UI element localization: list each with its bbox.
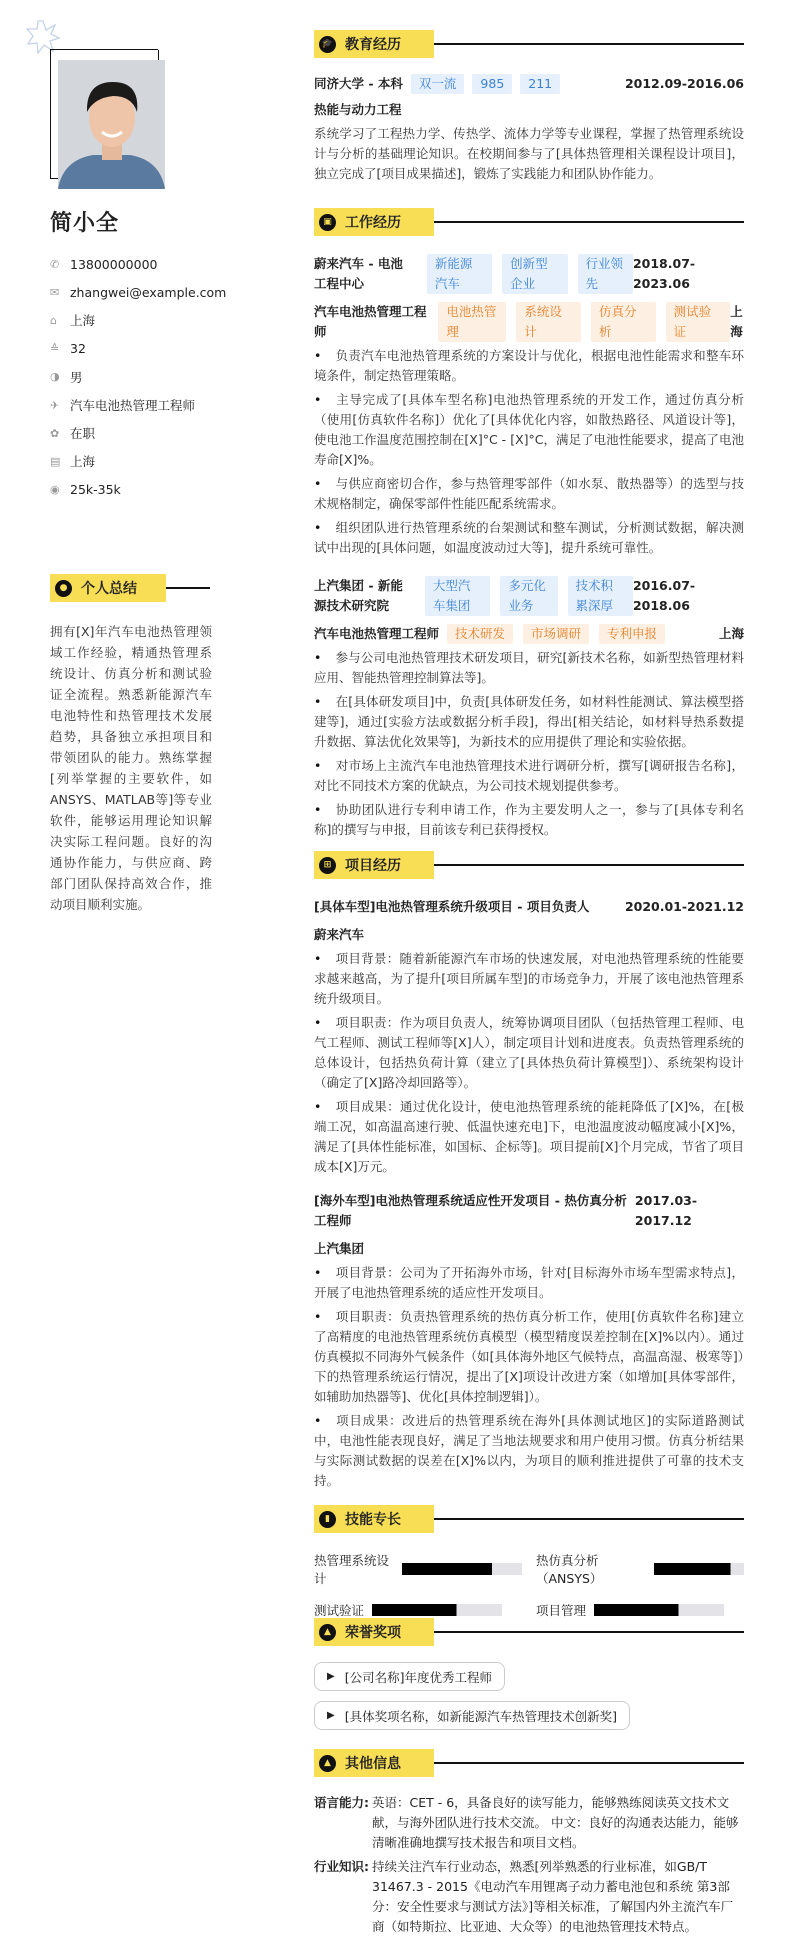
city-icon: ▤ [50, 454, 61, 468]
contact-value: 32 [70, 341, 86, 357]
age-icon: ≙ [50, 342, 60, 356]
job-entry [314, 254, 744, 558]
education-section [314, 30, 744, 184]
role-tag: 市场调研 [523, 624, 589, 644]
contact-value: 13800000000 [70, 256, 158, 272]
chart-icon: ▮ [319, 1511, 336, 1528]
honor-text: [公司名称]年度优秀工程师 [344, 1669, 492, 1685]
job-date: 2016.07-2018.06 [632, 578, 696, 613]
role-tag: 系统设计 [516, 302, 581, 342]
company-tag: 多元化业务 [500, 576, 557, 616]
honors-section [314, 1618, 744, 1740]
bullet-item: • 项目职责：负责热管理系统的热仿真分析工作，使用[仿真软件名称]建立了高精度的电池热管理系统仿真模型（模型精度误差控制在[X]%以内）。通过仿真模拟不同海外气候条件（如[具体海外地区气候特点，高温高湿、极寒等]）下的热管理系统运行情况，提出了[X]项设计改进方案（如增加[具体零部件，如辅助加热器等]、优化[具体控制逻辑]）。 [314, 1307, 744, 1407]
bullet-item: • 在[具体研发项目]中，负责[具体研发任务，如材料性能测试、算法模型搭建等]，通过[实验方法或数据分析手段]，得出[相关结论，如材料导热系数提升数据、算法优化效果等]，为新技术的应用提供了理论和实验依据。 [314, 692, 744, 752]
honor-item [314, 1662, 505, 1691]
other-title: 其他信息 [345, 1756, 401, 1772]
bullet-item: • 项目背景：公司为了开拓海外市场，针对[目标海外市场车型需求特点]，开展了电池热管理系统的适应性开发项目。 [314, 1263, 744, 1303]
job-city: 上海 [718, 626, 744, 641]
job-entry [314, 576, 744, 840]
other-info-text: 英语：CET - 6，具备良好的读写能力，能够熟练阅读英文技术文献，与海外团队进行技术交流。 中文：良好的沟通表达能力，能够清晰准确地撰写技术报告和项目文档。 [372, 1795, 739, 1850]
summary-text: 拥有[X]年汽车电池热管理领域工作经验，精通热管理系统设计、仿真分析和测试验证全流程。熟悉新能源汽车电池特性和热管理技术发展趋势，具备独立承担项目和带领团队的能力。熟练掌握[列举掌握的主要软件，如ANSYS、MATLAB等]等专业软件，能够运用理论知识解决实际工程问题。良好的沟通协作能力，与供应商、跨部门团队保持高效合作，推动项目顺利实施。 [50, 624, 212, 912]
contact-value: 上海 [70, 454, 96, 470]
project-date: 2017.03-2017.12 [634, 1193, 698, 1228]
contact-value: 男 [70, 369, 83, 385]
skill-name: 热仿真分析（ANSYS） [536, 1553, 603, 1586]
school-tag: 211 [520, 74, 560, 94]
skills-section [314, 1505, 744, 1619]
project-company: 上汽集团 [314, 1241, 365, 1256]
skill-level-bar [654, 1563, 744, 1575]
phone-icon: ✆ [50, 257, 60, 271]
other-info-row [314, 1857, 744, 1937]
triangle-icon: ▶ [327, 1710, 335, 1721]
role-tag: 仿真分析 [591, 302, 656, 342]
skill-item [314, 1601, 522, 1619]
skill-level-bar [372, 1604, 502, 1616]
company-tag: 大型汽车集团 [425, 576, 490, 616]
bullet-item: • 项目背景：随着新能源汽车市场的快速发展，对电池热管理系统的性能要求越来越高，为了提升[项目所属车型]的市场竞争力，开展了该电池热管理系统升级项目。 [314, 949, 744, 1009]
skill-name: 项目管理 [536, 1603, 587, 1618]
project-entry [314, 897, 744, 1177]
skill-item [314, 1551, 522, 1587]
company-tag: 新能源汽车 [427, 254, 492, 294]
user-icon: ● [55, 580, 72, 597]
education-date: 2012.09-2016.06 [624, 76, 744, 91]
other-info-label: 行业知识: [314, 1859, 369, 1874]
graduation-cap-icon: 🎓 [319, 36, 336, 53]
contact-value: 上海 [70, 313, 96, 329]
contact-value: 汽车电池热管理工程师 [70, 398, 196, 414]
school-name: 同济大学 - 本科 [314, 76, 403, 91]
other-info-text: 持续关注汽车行业动态，熟悉[列举熟悉的行业标准，如GB/T 31467.3 - 2015《电动汽车用锂离子动力蓄电池包和系统 第3部分：安全性要求与测试方法》]等相关标准，了解国内外主流汽车厂商（如特斯拉、比亚迪、大众等）的电池热管理技术特点。 [372, 1859, 734, 1934]
bullet-item: • 项目职责：作为项目负责人，统筹协调项目团队（包括热管理工程师、电气工程师、测试工程师等[X]人），制定项目计划和进度表。负责热管理系统的总体设计，包括热负荷计算（建立了[具体热负荷计算模型]）、系统架构设计（确定了[X]路冷却回路等）。 [314, 1013, 744, 1093]
skill-level-bar [402, 1563, 522, 1575]
job-city: 上海 [730, 304, 743, 339]
job-role: 汽车电池热管理工程师 [314, 304, 427, 339]
contact-row [50, 250, 226, 278]
role-tag: 测试验证 [666, 302, 731, 342]
other-section [314, 1749, 744, 1941]
contact-row [50, 476, 226, 504]
contact-value: 在职 [70, 426, 96, 442]
work-section [314, 208, 744, 840]
project-company: 蔚来汽车 [314, 927, 365, 942]
contact-row [50, 306, 226, 334]
honor-text: [具体奖项名称，如新能源汽车热管理技术创新奖] [344, 1708, 617, 1724]
company-tag: 行业领先 [578, 254, 633, 294]
gender-icon: ◑ [50, 370, 60, 384]
bullet-item: • 主导完成了[具体车型名称]电池热管理系统的开发工作，通过仿真分析（使用[仿真软件名称]）优化了[具体优化内容，如散热路径、风道设计等]，使电池工作温度范围控制在[X]°C - [X]°C，满足了电池性能要求，提高了电池寿命[X]%。 [314, 390, 744, 470]
bullet-item: • 项目成果：改进后的热管理系统在海外[具体测试地区]的实际道路测试中，电池性能表现良好，满足了当地法规要求和用户使用习惯。仿真分析结果与实际测试数据的误差在[X]%以内，为项目的顺利推进提供了可靠的技术支持。 [314, 1411, 744, 1491]
job-icon: ✈ [50, 398, 60, 412]
project-date: 2020.01-2021.12 [624, 899, 744, 914]
status-icon: ✿ [50, 426, 60, 440]
other-info-label: 语言能力: [314, 1795, 369, 1810]
home-icon: ⌂ [50, 313, 57, 327]
skill-name: 测试验证 [314, 1603, 365, 1618]
major: 热能与动力工程 [314, 102, 402, 117]
bullet-item: • 对市场上主流汽车电池热管理技术进行调研分析，撰写[调研报告名称]，对比不同技术方案的优缺点，为公司技术规划提供参考。 [314, 756, 744, 796]
school-tag: 985 [472, 74, 512, 94]
avatar [58, 60, 165, 189]
skill-item [536, 1551, 744, 1587]
candidate-name: 简小全 [50, 211, 120, 236]
role-tag: 电池热管理 [438, 302, 506, 342]
salary-icon: ◉ [50, 483, 60, 497]
contact-list [50, 250, 226, 504]
contact-row [50, 278, 226, 306]
bullet-item: • 参与公司电池热管理技术研发项目，研究[新技术名称，如新型热管理材料应用、智能热管理控制算法等]。 [314, 648, 744, 688]
grid-icon: ⊞ [319, 857, 336, 874]
projects-section [314, 851, 744, 1491]
skills-title: 技能专长 [345, 1512, 401, 1528]
contact-value: 25k-35k [70, 482, 121, 498]
company-name: 蔚来汽车 - 电池工程中心 [314, 256, 403, 291]
company-tag: 技术积累深厚 [568, 576, 633, 616]
school-tag: 双一流 [411, 74, 465, 94]
job-date: 2018.07-2023.06 [632, 256, 696, 291]
skill-item [536, 1601, 744, 1619]
triangle-icon: ▶ [327, 1671, 335, 1682]
contact-row [50, 363, 226, 391]
role-tag: 技术研发 [447, 624, 513, 644]
bullet-item: • 与供应商密切合作，参与热管理零部件（如水泵、散热器等）的选型与技术规格制定，确保零部件性能匹配系统需求。 [314, 474, 744, 514]
briefcase-icon: ▣ [319, 214, 336, 231]
role-tag: 专利申报 [599, 624, 665, 644]
project-name: [具体车型]电池热管理系统升级项目 - 项目负责人 [314, 899, 590, 914]
honors-title: 荣誉奖项 [345, 1625, 401, 1641]
contact-value: zhangwei@example.com [70, 284, 227, 300]
project-entry [314, 1191, 744, 1491]
summary-title: 个人总结 [81, 581, 137, 597]
education-desc: 系统学习了工程热力学、传热学、流体力学等专业课程，掌握了热管理系统设计与分析的基础理论知识。在校期间参与了[具体热管理相关课程设计项目]，独立完成了[项目成果描述]，锻炼了实践能力和团队协作能力。 [314, 126, 744, 181]
award-icon: ▲ [319, 1624, 336, 1641]
bullet-item: • 项目成果：通过优化设计，使电池热管理系统的能耗降低了[X]%，在[极端工况，如高温高速行驶、低温快速充电]下，电池温度波动幅度减小[X]%，满足了[具体性能标准，如国标、企标等]。项目提前[X]个月完成，节省了项目成本[X]万元。 [314, 1097, 744, 1177]
other-info-row [314, 1793, 744, 1853]
skill-name: 热管理系统设计 [314, 1553, 390, 1586]
education-title: 教育经历 [345, 37, 401, 53]
info-icon: ▲ [319, 1755, 336, 1772]
contact-row [50, 447, 226, 475]
projects-title: 项目经历 [345, 858, 401, 874]
job-role: 汽车电池热管理工程师 [314, 626, 440, 641]
company-name: 上汽集团 - 新能源技术研究院 [314, 578, 403, 613]
work-title: 工作经历 [345, 215, 401, 231]
contact-row [50, 419, 226, 447]
summary-header [50, 574, 210, 602]
company-tag: 创新型企业 [502, 254, 567, 294]
skill-level-bar [594, 1604, 724, 1616]
contact-row [50, 391, 226, 419]
honor-item [314, 1701, 630, 1730]
bullet-item: • 组织团队进行热管理系统的台架测试和整车测试，分析测试数据，解决测试中出现的[具体问题，如温度波动过大等]，提升系统可靠性。 [314, 518, 744, 558]
project-name: [海外车型]电池热管理系统适应性开发项目 - 热仿真分析工程师 [314, 1193, 627, 1228]
mail-icon: ✉ [50, 285, 60, 299]
bullet-item: • 协助团队进行专利申请工作，作为主要发明人之一，参与了[具体专利名称]的撰写与申报，目前该专利已获得授权。 [314, 800, 744, 840]
contact-row [50, 335, 226, 363]
bullet-item: • 负责汽车电池热管理系统的方案设计与优化，根据电池性能需求和整车环境条件，制定热管理策略。 [314, 346, 744, 386]
